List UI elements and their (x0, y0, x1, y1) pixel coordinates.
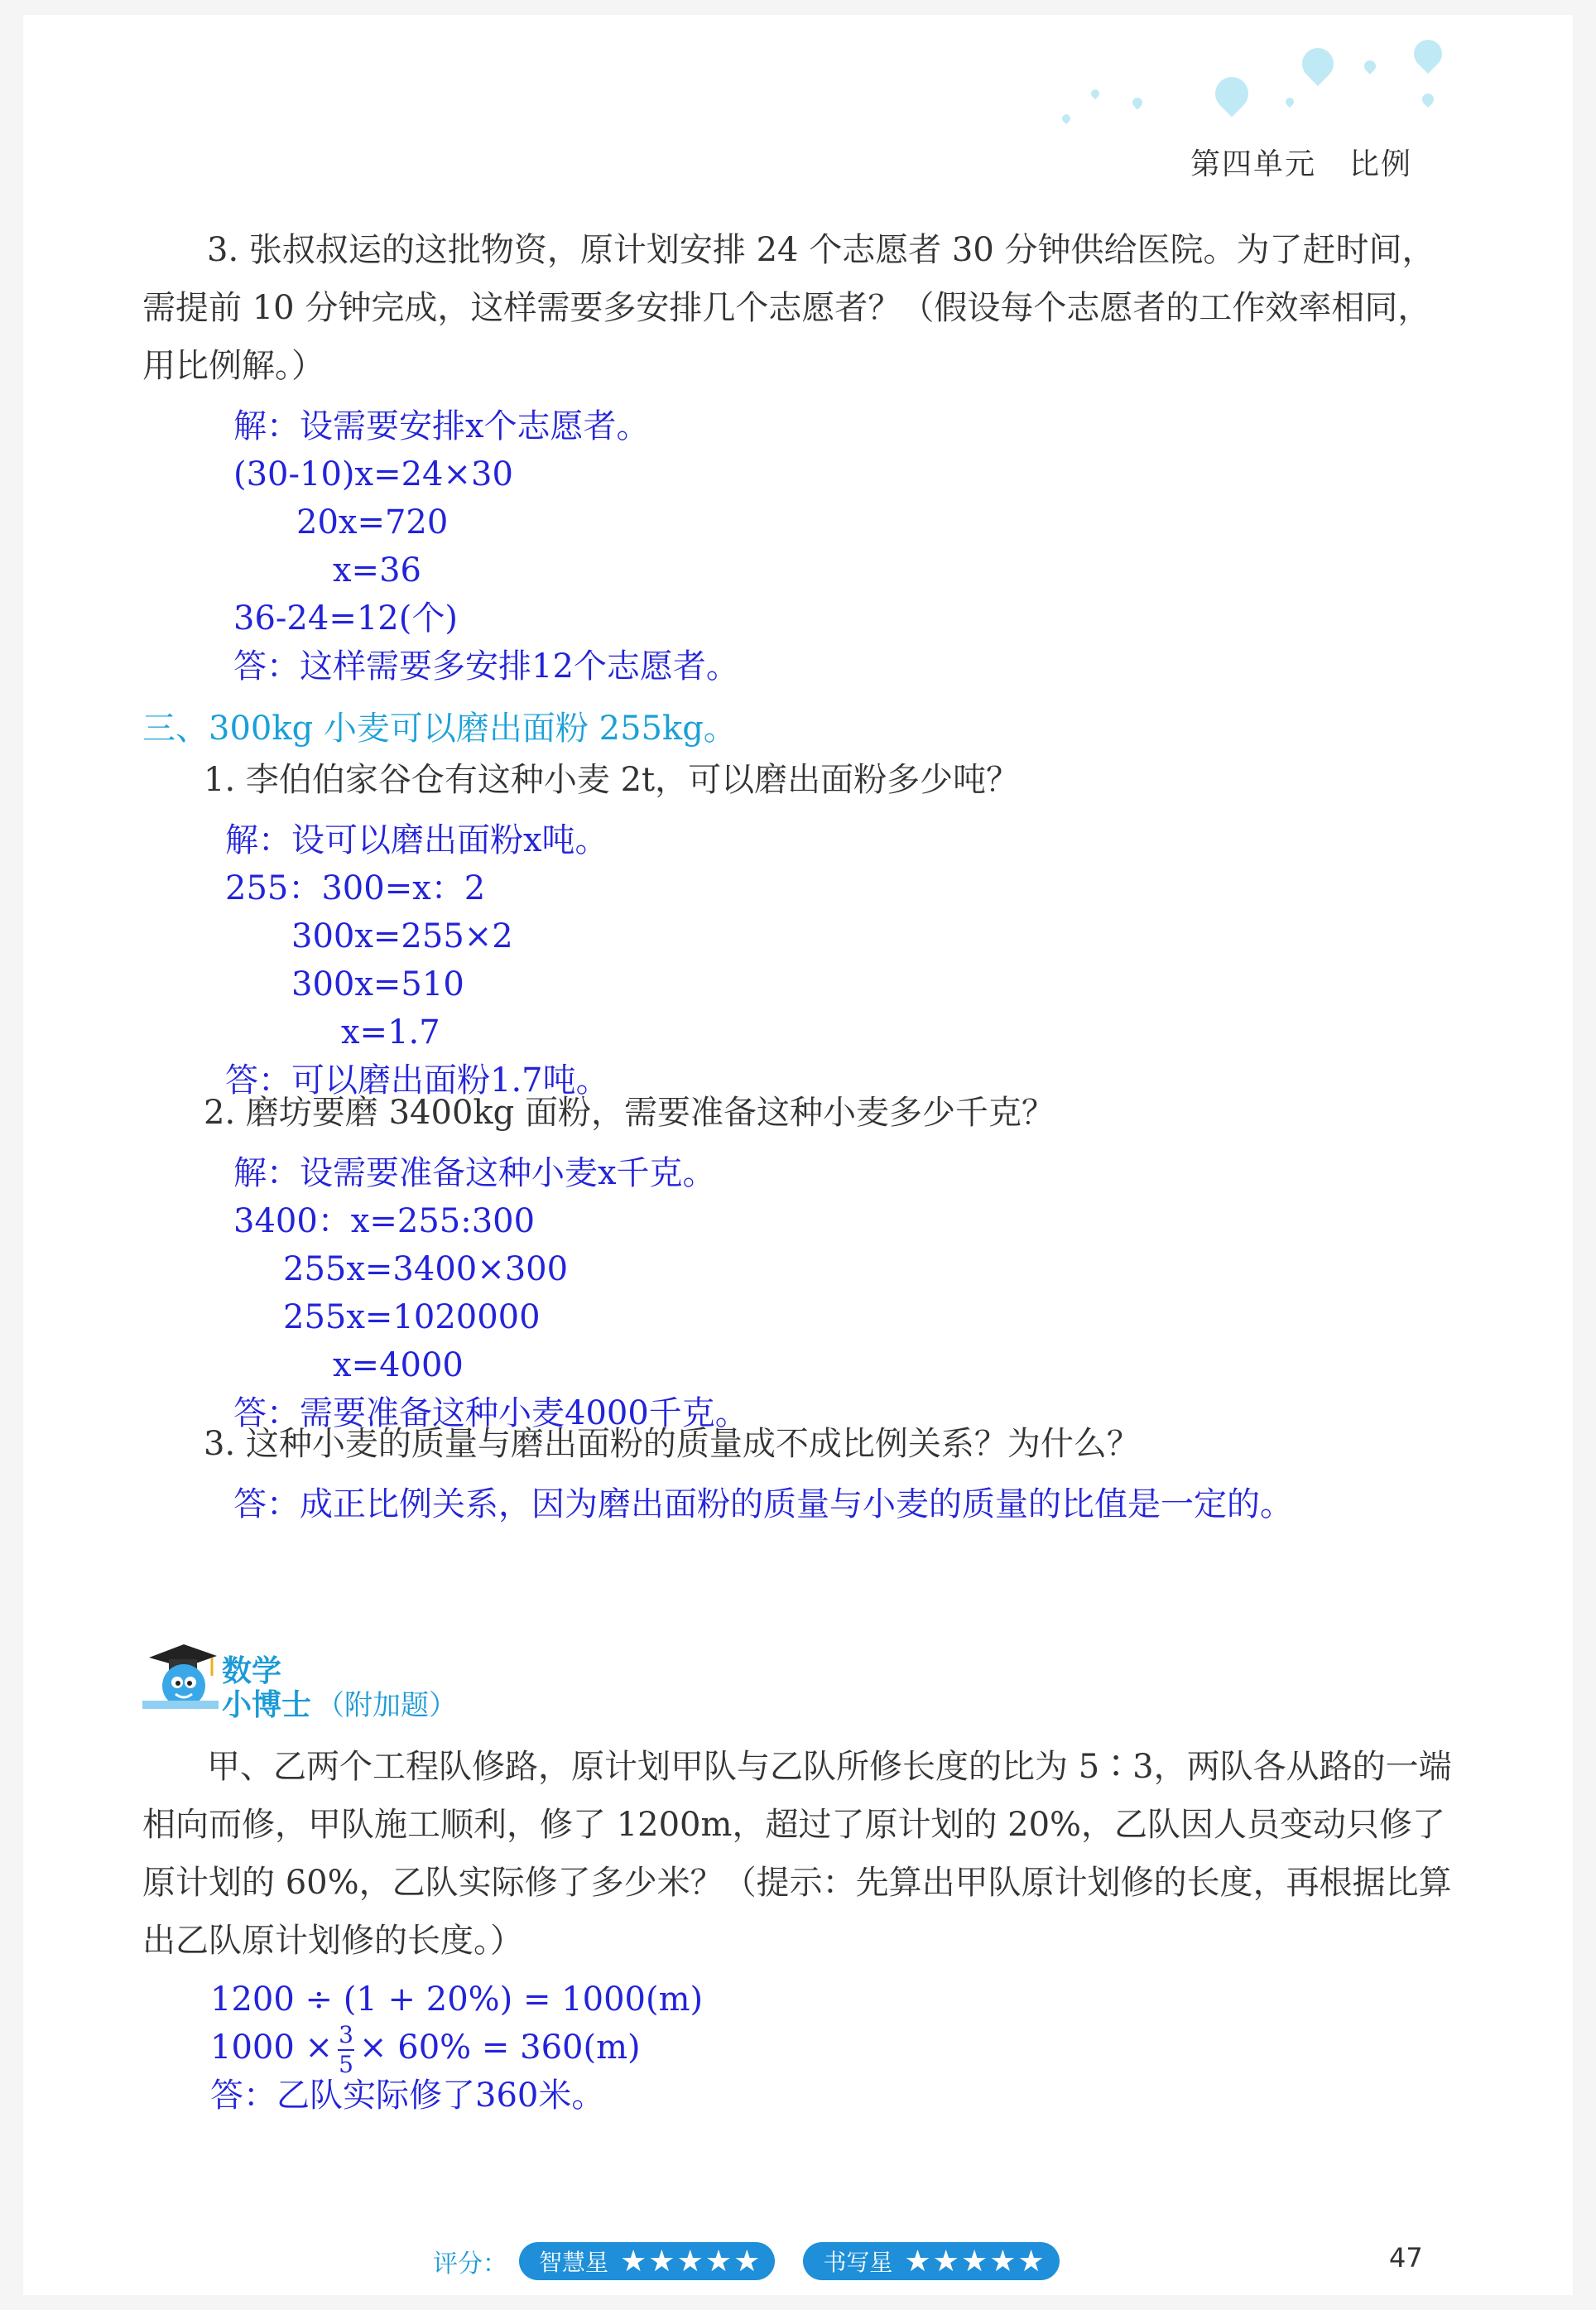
writing-star-label: 书写星 (823, 2249, 893, 2276)
problem-3-line-3: 用比例解。） (142, 347, 324, 385)
answer-3: 答：成正比例关系，因为磨出面粉的质量与小麦的质量的比值是一定的。 (233, 1485, 1293, 1523)
fraction-numerator: 3 (339, 2021, 353, 2048)
answer-1-step-5: x=1.7 (341, 1013, 440, 1052)
answer-2-step-2: 3400：x=255:300 (233, 1202, 536, 1240)
question-3: 3. 这种小麦的质量与磨出面粉的质量成不成比例关系？为什么？ (204, 1425, 1140, 1463)
fraction-denominator: 5 (339, 2051, 353, 2078)
rating-label: 评分： (433, 2250, 507, 2279)
question-1: 1. 李伯伯家谷仓有这种小麦 2t，可以磨出面粉多少吨？ (204, 761, 1020, 799)
answer-3-step-3: 20x=720 (296, 503, 449, 541)
answer-2-step-5: x=4000 (333, 1346, 464, 1384)
unit-number: 第四单元 (1190, 147, 1317, 181)
answer-3-step-1: 解：设需要安排x个志愿者。 (233, 407, 650, 445)
bonus-subtitle: （附加题） (316, 1689, 458, 1723)
wisdom-star-badge (519, 2242, 775, 2280)
answer-3-step-2: (30-10)x=24×30 (233, 455, 513, 493)
textbook-page (23, 15, 1573, 2295)
problem-3-line-1: 3. 张叔叔运的这批物资，原计划安排 24 个志愿者 30 分钟供给医院。为了赶时间， (207, 231, 1435, 269)
bonus-question-line-1: 甲、乙两个工程队修路，原计划甲队与乙队所修长度的比为 5∶3，两队各从路的一端 (207, 1748, 1452, 1786)
writing-star-rating-icon: ★★★★★ (904, 2244, 1046, 2279)
rating-bar (433, 2240, 1088, 2282)
bonus-answer-step-2-right: × 60% = 360(m) (359, 2028, 641, 2067)
bonus-answer-step-2-left: 1000 × (210, 2028, 334, 2067)
problem-3-line-2: 需提前 10 分钟完成，这样需要多安排几个志愿者？（假设每个志愿者的工作效率相同， (142, 289, 1431, 327)
answer-3-conclusion: 答：这样需要多安排12个志愿者。 (233, 647, 739, 686)
answer-2-conclusion: 答：需要准备这种小麦4000千克。 (233, 1394, 748, 1432)
answer-1-step-3: 300x=255×2 (291, 917, 513, 955)
answer-2-step-1: 解：设需要准备这种小麦x千克。 (233, 1154, 716, 1192)
bonus-answer-conclusion: 答：乙队实际修了360米。 (210, 2077, 605, 2115)
bonus-question-line-4: 出乙队原计划修的长度。） (142, 1922, 523, 1960)
unit-header (1190, 141, 1412, 183)
bonus-question-line-2: 相向而修，甲队施工顺利，修了 1200m，超过了原计划的 20%，乙队因人员变动只修了 (142, 1806, 1446, 1844)
answer-1-step-2: 255：300=x：2 (225, 869, 486, 907)
wisdom-star-rating-icon: ★★★★★ (620, 2244, 762, 2279)
answer-2-step-3: 255x=3400×300 (283, 1250, 569, 1288)
answer-1-conclusion: 答：可以磨出面粉1.7吨。 (225, 1061, 609, 1100)
bonus-answer-step-1: 1200 ÷ (1 + 20%) = 1000(m) (210, 1980, 704, 2019)
page-number: 47 (1389, 2242, 1423, 2274)
section-3-title: 三、300kg 小麦可以磨出面粉 255kg。 (142, 710, 737, 748)
bonus-answer-step-2 (210, 2021, 641, 2078)
wisdom-star-label: 智慧星 (539, 2249, 609, 2276)
answer-1-step-4: 300x=510 (291, 965, 464, 1003)
bonus-title-line-1: 数学 (222, 1654, 282, 1688)
question-2: 2. 磨坊要磨 3400kg 面粉，需要准备这种小麦多少千克？ (204, 1094, 1055, 1132)
unit-topic: 比例 (1349, 147, 1413, 181)
answer-3-step-5: 36-24=12(个) (233, 599, 458, 638)
writing-star-badge (803, 2242, 1059, 2280)
answer-2-step-4: 255x=1020000 (283, 1298, 541, 1336)
answer-3-step-4: x=36 (333, 551, 421, 590)
bonus-question-line-3: 原计划的 60%，乙队实际修了多少米？（提示：先算出甲队原计划修的长度，再根据比算 (142, 1864, 1452, 1902)
doctor-mascot-icon (139, 1639, 219, 1719)
bonus-badge-title (222, 1654, 457, 1723)
bonus-title-line-2: 小博士 (222, 1688, 312, 1723)
answer-1-step-1: 解：设可以磨出面粉x吨。 (225, 821, 608, 859)
fraction-three-fifths (338, 2021, 354, 2078)
